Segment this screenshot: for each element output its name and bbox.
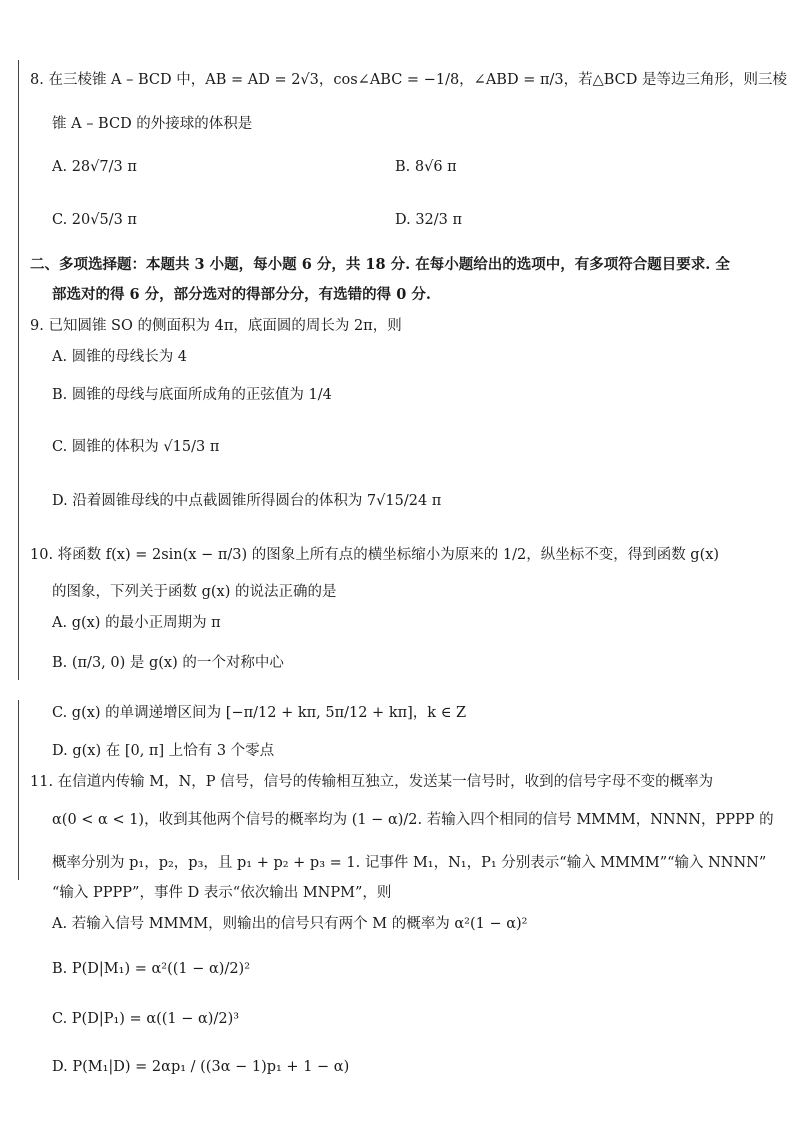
q11-line-2: α(0 < α < 1)，收到其他两个信号的概率均为 (1 − α)/2. 若输入四个相同的信号 MMMM，NNNN，PPPP 的: [52, 812, 774, 828]
q11-option-c: C. P(D|P₁) = α((1 − α)/2)³: [52, 1011, 240, 1027]
q11-option-b: B. P(D|M₁) = α²((1 − α)/2)²: [52, 961, 251, 977]
section2-heading-2: 部选对的得 6 分，部分选对的得部分分，有选错的得 0 分.: [52, 286, 431, 303]
q11-line-4: “输入 PPPP”，事件 D 表示“依次输出 MNPM”，则: [52, 885, 392, 901]
q11-option-d: D. P(M₁|D) = 2αp₁ / ((3α − 1)p₁ + 1 − α): [52, 1059, 350, 1075]
q8-line-1: 8. 在三棱锥 A – BCD 中，AB = AD = 2√3，cos∠ABC = −1/8，∠ABD = π/3，若△BCD 是等边三角形，则三棱: [30, 72, 787, 88]
q8-option-c: C. 20√5/3 π: [52, 212, 137, 228]
section2-heading-1: 二、多项选择题：本题共 3 小题，每小题 6 分，共 18 分. 在每小题给出的选项中，有多项符合题目要求. 全: [30, 256, 730, 273]
q9-option-c: C. 圆锥的体积为 √15/3 π: [52, 439, 220, 455]
q10-option-c: C. g(x) 的单调递增区间为 [−π/12 + kπ, 5π/12 + kπ]，k ∈ Z: [52, 705, 467, 721]
q8-option-b: B. 8√6 π: [395, 159, 457, 175]
q9-stem: 9. 已知圆锥 SO 的侧面积为 4π，底面圆的周长为 2π，则: [30, 318, 402, 334]
q11-line-1: 11. 在信道内传输 M，N，P 信号，信号的传输相互独立，发送某一信号时，收到的信号字母不变的概率为: [30, 774, 714, 790]
q11-option-a: A. 若输入信号 MMMM，则输出的信号只有两个 M 的概率为 α²(1 − α)²: [52, 916, 528, 932]
q10-option-b: B. (π/3, 0) 是 g(x) 的一个对称中心: [52, 655, 284, 671]
q8-line-2: 锥 A – BCD 的外接球的体积是: [52, 116, 253, 132]
q10-option-d: D. g(x) 在 [0, π] 上恰有 3 个零点: [52, 743, 275, 759]
q10-option-a: A. g(x) 的最小正周期为 π: [52, 615, 221, 631]
q10-line-2: 的图象，下列关于函数 g(x) 的说法正确的是: [52, 584, 337, 600]
q9-option-a: A. 圆锥的母线长为 4: [52, 349, 188, 365]
q11-line-3: 概率分别为 p₁，p₂，p₃，且 p₁ + p₂ + p₃ = 1. 记事件 M₁，N₁，P₁ 分别表示“输入 MMMM”“输入 NNNN”: [52, 855, 767, 871]
q9-option-b: B. 圆锥的母线与底面所成角的正弦值为 1/4: [52, 387, 332, 403]
q8-option-a: A. 28√7/3 π: [52, 159, 137, 175]
margin-line: [18, 700, 19, 880]
margin-line: [18, 60, 19, 680]
q9-option-d: D. 沿着圆锥母线的中点截圆锥所得圆台的体积为 7√15/24 π: [52, 493, 442, 509]
q10-line-1: 10. 将函数 f(x) = 2sin(x − π/3) 的图象上所有点的横坐标缩小为原来的 1/2，纵坐标不变，得到函数 g(x): [30, 547, 720, 563]
q8-option-d: D. 32/3 π: [395, 212, 463, 228]
